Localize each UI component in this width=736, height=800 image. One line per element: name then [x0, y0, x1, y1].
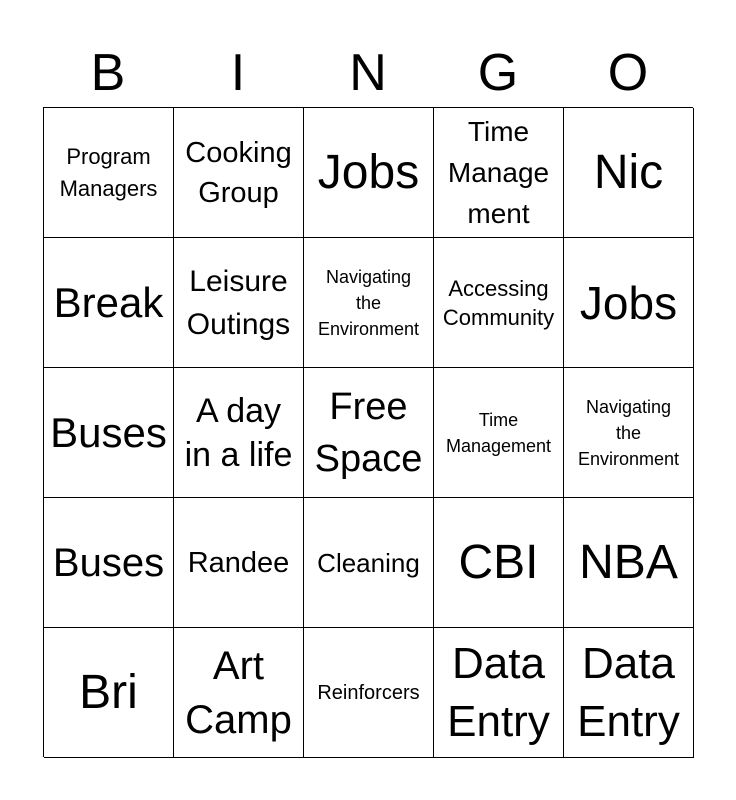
bingo-cell-r0-c0[interactable]	[44, 108, 174, 238]
cell-label: Break	[53, 278, 164, 326]
cell-label: CBI	[458, 535, 539, 589]
bingo-cell-r1-c1[interactable]	[174, 238, 304, 368]
bingo-cell-r4-c4[interactable]	[564, 628, 694, 758]
bingo-cell-r3-c0[interactable]	[44, 498, 174, 628]
cell-label: Buses	[50, 408, 167, 456]
bingo-cell-r1-c3[interactable]	[434, 238, 564, 368]
bingo-cell-r4-c0[interactable]	[44, 628, 174, 758]
bingo-cell-r3-c3[interactable]	[434, 498, 564, 628]
cell-label: Navigating the Environment	[317, 266, 420, 339]
bingo-cell-r1-c4[interactable]	[564, 238, 694, 368]
cell-label: Free Space	[314, 385, 423, 480]
bingo-cell-r3-c2[interactable]	[304, 498, 434, 628]
cell-label: Time Management	[445, 409, 552, 456]
bingo-cell-r1-c0[interactable]	[44, 238, 174, 368]
bingo-cell-r4-c3[interactable]	[434, 628, 564, 758]
bingo-cell-r2-c1[interactable]	[174, 368, 304, 498]
cell-label: Program Managers	[59, 143, 158, 201]
cell-label: Cleaning	[317, 547, 420, 578]
cell-label: NBA	[579, 535, 678, 589]
bingo-cell-r2-c3[interactable]	[434, 368, 564, 498]
header-letter-g: G	[477, 44, 519, 102]
cell-label: Jobs	[579, 276, 678, 329]
cell-label: Jobs	[317, 145, 420, 199]
cell-label: Randee	[187, 546, 290, 579]
cell-label: Navigating the Environment	[577, 396, 680, 469]
cell-label: Art Camp	[185, 643, 292, 742]
bingo-cell-r4-c1[interactable]	[174, 628, 304, 758]
cell-label: Reinforcers	[317, 681, 420, 704]
cell-label: Bri	[79, 665, 138, 719]
header-letter-o: O	[607, 44, 649, 102]
header-letter-n: N	[349, 44, 387, 102]
cell-label: Accessing Community	[442, 275, 555, 330]
bingo-cell-r2-c4[interactable]	[564, 368, 694, 498]
cell-label: A day in a life	[184, 391, 293, 474]
bingo-cell-r2-c2[interactable]	[304, 368, 434, 498]
cell-label: Nic	[593, 145, 664, 199]
bingo-cell-r3-c1[interactable]	[174, 498, 304, 628]
bingo-header	[43, 38, 693, 108]
bingo-cell-r3-c4[interactable]	[564, 498, 694, 628]
header-letter-i: I	[230, 44, 246, 102]
bingo-cell-r4-c2[interactable]	[304, 628, 434, 758]
bingo-grid	[43, 107, 693, 757]
cell-label: Data Entry	[577, 638, 680, 746]
cell-label: Leisure Outings	[186, 264, 291, 341]
bingo-cell-r0-c4[interactable]	[564, 108, 694, 238]
bingo-cell-r1-c2[interactable]	[304, 238, 434, 368]
cell-label: Cooking Group	[185, 136, 292, 209]
cell-label: Time Manage ment	[447, 116, 550, 229]
header-letter-b: B	[90, 44, 126, 102]
cell-label: Data Entry	[447, 638, 550, 746]
bingo-cell-r0-c3[interactable]	[434, 108, 564, 238]
bingo-cell-r0-c1[interactable]	[174, 108, 304, 238]
bingo-cell-r2-c0[interactable]	[44, 368, 174, 498]
cell-label: Buses	[52, 540, 165, 585]
bingo-cell-r0-c2[interactable]	[304, 108, 434, 238]
